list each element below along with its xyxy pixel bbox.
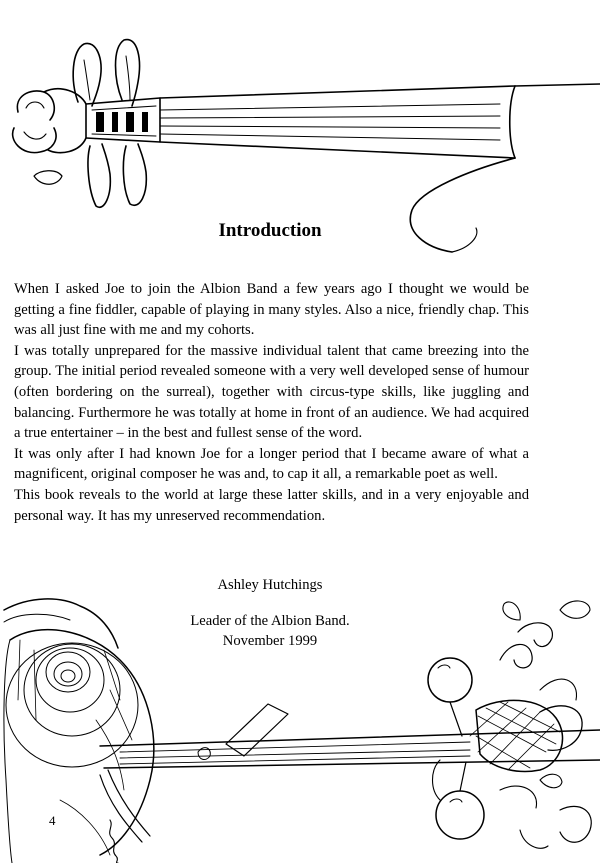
signature-name: Ashley Hutchings [217,577,323,593]
paragraph-2: I was totally unprepared for the massive individual talent that came breezing into the group. The initial period revealed someone with a very well developed sense of humour (often bordering on the surreal), together with circus-type skills, like juggling and balancing. Furthermore he was totally at home in front of an audience. We had acquired a true entertainer – in the best and fullest sense of the word. [14,342,529,442]
introduction-body [14,279,529,526]
page-title: Introduction [218,220,322,241]
page-number: 4 [49,813,56,828]
signature-role: Leader of the Albion Band. [190,613,350,629]
paragraph-4: This book reveals to the world at large these latter skills, and in a very enjoyable and personal way. It has my unreserved recommendation. [14,486,529,524]
signature-date: November 1999 [222,633,318,649]
paragraph-3: It was only after I had known Joe for a longer period that I became aware of what a magnificent, original composer he was and, to cap it all, a remarkable poet as well. [14,445,529,483]
paragraph-1: When I asked Joe to join the Albion Band a few years ago I thought we would be getting a fine fiddler, capable of playing in many styles. Also a nice, friendly chap. This was all just fine with me and my cohorts. [14,281,529,339]
